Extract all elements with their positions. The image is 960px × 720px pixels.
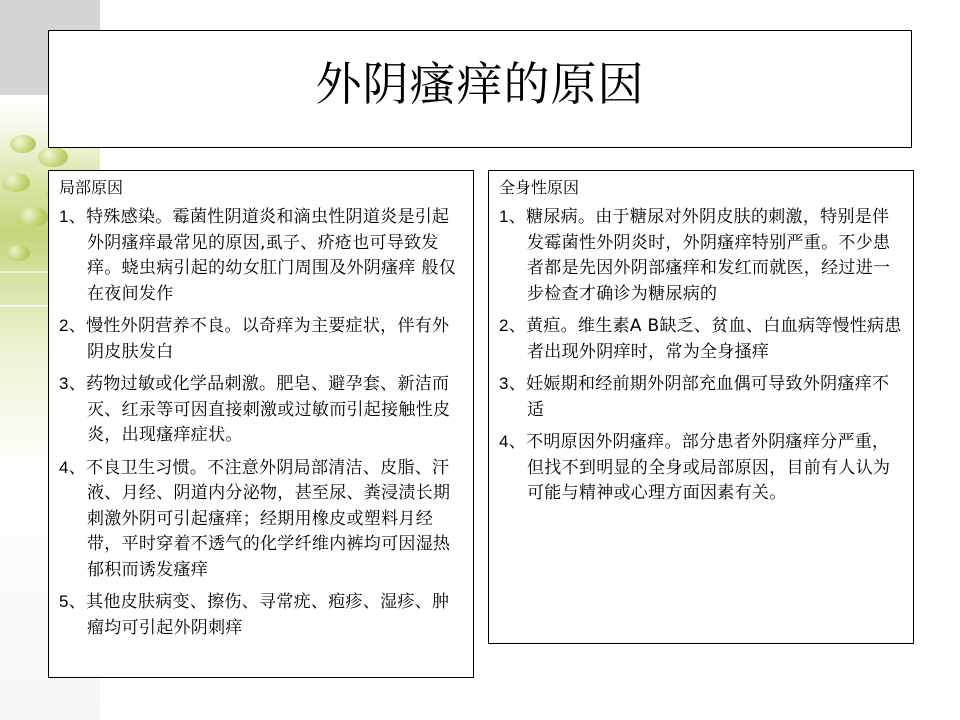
item-number: 3、 [59, 374, 87, 393]
systemic-causes-heading: 全身性原因 [499, 178, 580, 197]
item-number: 3、 [499, 374, 527, 393]
local-causes-heading: 局部原因 [59, 178, 124, 197]
list-item [59, 455, 463, 584]
list-item [499, 429, 903, 507]
item-text: 不明原因外阴瘙痒。部分患者外阴瘙痒分严重，但找不到明显的全身或局部原因，目前有人认为可能与精神或心理方面因素有关。 [526, 432, 891, 503]
item-number: 2、 [59, 316, 87, 335]
item-number: 2、 [499, 316, 527, 335]
item-text: 黄疸。维生素A B缺乏、贫血、白血病等慢性病患者出现外阴痒时，常为全身搔痒 [526, 316, 902, 362]
item-number: 4、 [59, 457, 87, 477]
item-number: 4、 [499, 432, 527, 451]
list-item [59, 371, 463, 449]
item-text: 药物过敏或化学品刺激。肥皂、避孕套、新洁而灭、红汞等可因直接刺激或过敏而引起接触性皮炎，出现瘙痒症状。 [86, 374, 451, 445]
item-text: 妊娠期和经前期外阴部充血偶可导致外阴瘙痒不适 [526, 374, 890, 420]
list-item [499, 313, 903, 365]
item-number: 1、 [499, 207, 527, 226]
item-text: 不良卫生习惯。不注意外阴局部清洁、皮脂、汗液、月经、阴道内分泌物，甚至尿、粪浸渍长期刺激外阴可引起瘙痒；经期用橡皮或塑料月经带，平时穿着不透气的化学纤维内裤均可因湿热郁积而诱发瘙痒 [86, 457, 451, 580]
systemic-causes-panel [488, 170, 914, 644]
item-text: 其他皮肤病变、擦伤、寻常疣、疱疹、湿疹、肿瘤均可引起外阴刺痒 [86, 592, 450, 638]
slide-title: 外阴瘙痒的原因 [315, 57, 645, 111]
item-number: 5、 [59, 592, 87, 611]
title-box [48, 30, 912, 148]
list-item [59, 313, 463, 365]
item-text: 慢性外阴营养不良。以奇痒为主要症状，伴有外阴皮肤发白 [86, 316, 450, 362]
list-item [59, 589, 463, 641]
list-item [59, 204, 463, 307]
list-item [499, 204, 903, 307]
item-number: 1、 [59, 207, 87, 226]
item-text: 特殊感染。霉菌性阴道炎和滴虫性阴道炎是引起外阴瘙痒最常见的原因,虱子、疥疮也可导致发痒。蛲虫病引起的幼女肛门周围及外阴瘙痒 般仅在夜间发作 [86, 207, 457, 304]
local-causes-panel [48, 170, 474, 678]
item-text: 糖尿病。由于糖尿对外阴皮肤的刺激，特别是伴发霉菌性外阴炎时，外阴瘙痒特别严重。不少患者都是先因外阴部瘙痒和发红而就医，经过进一步检查才确诊为糖尿病的 [526, 207, 891, 304]
list-item [499, 371, 903, 423]
